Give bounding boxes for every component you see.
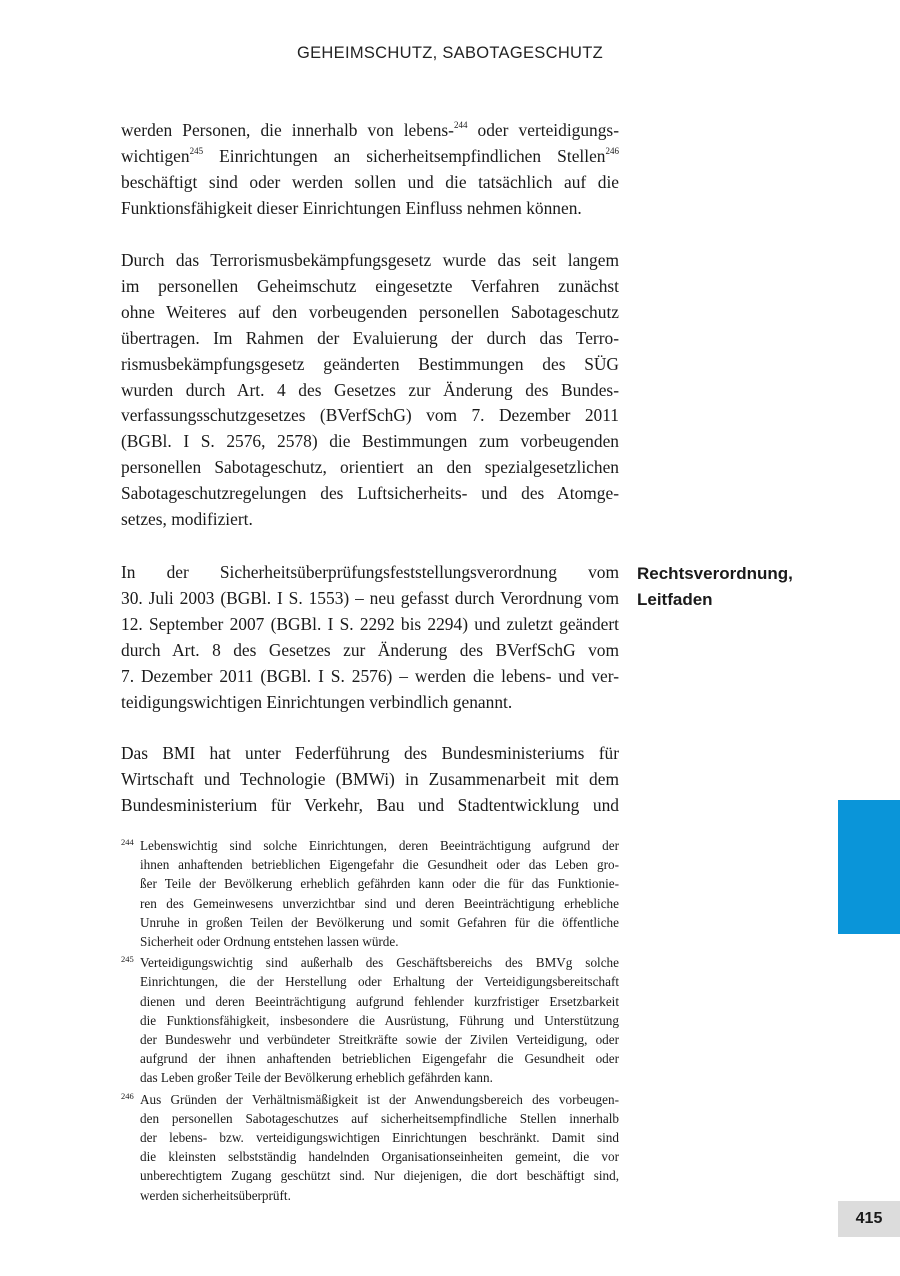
paragraph-2-line: (BGBl. I S. 2576, 2578) die Bestimmungen zum vorbeugenden (121, 431, 619, 452)
paragraph-1-line-4: Funktionsfähigkeit dieser Einrichtungen Einfluss nehmen können. (121, 197, 582, 218)
paragraph-2-line: verfassungsschutzgesetzes (BVerfSchG) vom 7. Dezember 2011 (121, 405, 619, 426)
margin-note (637, 561, 837, 612)
margin-note-line: Rechtsverordnung, (637, 564, 793, 583)
footnote-246 (121, 1090, 619, 1205)
footnote-ref-245[interactable]: 245 (189, 146, 204, 157)
footnote-line: aufgrund der ihnen anhaftenden betrieblichen Eigengefahr die Gesundheit oder (140, 1051, 619, 1067)
text-run: Einrichtungen an sicherheitsempfindlichen Stellen (203, 145, 606, 166)
footnote-ref-244[interactable]: 244 (453, 120, 468, 131)
footnotes (121, 836, 619, 1207)
paragraph-3-line: 30. Juli 2003 (BGBl. I S. 1553) – neu gefasst durch Verordnung vom (121, 587, 619, 608)
paragraph-2-line: übertragen. Im Rahmen der Evaluierung der durch das Terro- (121, 327, 619, 348)
paragraph-3-line: 7. Dezember 2011 (BGBl. I S. 2576) – werden die lebens- und ver- (121, 665, 619, 686)
paragraph-2-line: personellen Sabotageschutz, orientiert an den spezialgesetzlichen (121, 457, 619, 478)
paragraph-2-line: setzes, modifiziert. (121, 509, 253, 530)
footnote-line: dienen und deren Beeinträchtigung aufgrund fehlender kurzfristiger Ersetzbarkeit (140, 993, 619, 1009)
footnote-line: ren des Gemeinwesens unverzichtbar sind und deren Beeinträchtigung erhebliche (140, 895, 619, 911)
paragraph-2-line: ohne Weiteres auf den vorbeugenden personellen Sabotageschutz (121, 301, 619, 322)
margin-note-line: Leitfaden (637, 589, 713, 609)
paragraph-4-line: Das BMI hat unter Federführung des Bundesministeriums für (121, 743, 619, 763)
paragraph-4-line: Bundesministerium für Verkehr, Bau und Stadtentwicklung und (121, 794, 619, 815)
footnote-line: unberechtigtem Zugang geschützt sind. Nur diejenigen, die dort beschäftigt sind, (140, 1168, 619, 1184)
footnote-line: Einrichtungen, die der Herstellung oder Erhaltung der Verteidigungsbereitschaft (140, 974, 619, 990)
chapter-thumb-tab (838, 800, 900, 934)
paragraph-1-line-2 (121, 144, 619, 170)
paragraph-3-line: In der Sicherheitsüberprüfungsfeststellungsverordnung vom (121, 562, 619, 582)
footnote-line: Unruhe in großen Teilen der Bevölkerung und somit Gefahren für die öffentliche (140, 914, 619, 930)
footnote-line: Sicherheit oder Ordnung entstehen lassen würde. (140, 934, 399, 950)
footnote-line: ihnen anhaftenden betrieblichen Eigengefahr die Gesundheit oder das Leben gro- (140, 857, 619, 873)
footnote-line: den personellen Sabotageschutzes auf sicherheitsempfindliche Stellen innerhalb (140, 1110, 619, 1126)
footnote-number: 245 (121, 954, 134, 965)
text-run: oder verteidigungs- (467, 120, 619, 140)
running-header: GEHEIMSCHUTZ, SABOTAGESCHUTZ (296, 44, 604, 62)
paragraph-1-line-3: beschäftigt sind oder werden sollen und die tatsächlich auf die (121, 171, 619, 192)
footnote-number: 244 (121, 837, 134, 847)
paragraph-3-line: durch Art. 8 des Gesetzes zur Änderung des BVerfSchG vom (121, 639, 619, 660)
paragraph-2 (121, 248, 619, 533)
paragraph-2-line: Sabotageschutzregelungen des Luftsicherheits- und des Atomge- (121, 483, 619, 504)
footnote-line: ßer Teile der Bevölkerung erheblich gefährden kann oder die für das Funktionie- (140, 876, 619, 892)
paragraph-2-line: rismusbekämpfungsgesetz geänderten Bestimmungen des SÜG (121, 353, 619, 374)
footnote-line: die kleinsten selbstständig handelnden Organisationseinheiten gemeint, die vor (140, 1149, 619, 1165)
footnote-line: Verteidigungswichtig sind außerhalb des Geschäftsbereichs des BMVg solche (140, 955, 619, 971)
paragraph-2-line: im personellen Geheimschutz eingesetzte Verfahren zunächst (121, 275, 619, 296)
footnote-line: werden sicherheitsüberprüft. (140, 1187, 291, 1203)
footnote-line: der Bundeswehr und verbündeter Streitkräfte sowie der Zivilen Verteidigung, oder (140, 1032, 619, 1048)
paragraph-3 (121, 560, 619, 715)
paragraph-4-line: Wirtschaft und Technologie (BMWi) in Zusammenarbeit mit dem (121, 768, 619, 789)
footnote-244 (121, 836, 619, 951)
footnote-ref-246[interactable]: 246 (605, 146, 619, 157)
paragraph-3-line: teidigungswichtigen Einrichtungen verbindlich genannt. (121, 691, 513, 712)
paragraph-2-line: Durch das Terrorismusbekämpfungsgesetz wurde das seit langem (121, 250, 619, 270)
text-run: wichtigen (121, 145, 190, 166)
footnote-line: die Funktionsfähigkeit, insbesondere die Ausrüstung, Führung und Unterstützung (140, 1012, 619, 1028)
footnote-line: Lebenswichtig sind solche Einrichtungen, deren Beeinträchtigung aufgrund der (140, 838, 619, 853)
paragraph-3-line: 12. September 2007 (BGBl. I S. 2292 bis 2294) und zuletzt geändert (121, 613, 619, 634)
footnote-line: der lebens- bzw. verteidigungswichtigen Einrichtungen beschränkt. Damit sind (140, 1130, 619, 1146)
paragraph-1 (121, 118, 619, 222)
footnote-line: das Leben großer Teile der Bevölkerung erheblich gefährden kann. (140, 1070, 493, 1086)
text-run: werden Personen, die innerhalb von lebens- (121, 120, 454, 140)
paragraph-4 (121, 741, 619, 819)
footnote-number: 246 (121, 1090, 134, 1101)
footnote-245 (121, 953, 619, 1087)
paragraph-2-line: wurden durch Art. 4 des Gesetzes zur Änderung des Bundes- (121, 379, 619, 400)
footnote-line: Aus Gründen der Verhältnismäßigkeit ist der Anwendungsbereich des vorbeugen- (140, 1091, 619, 1107)
paragraph-1-line-1 (121, 118, 619, 144)
page-number: 415 (838, 1201, 900, 1237)
